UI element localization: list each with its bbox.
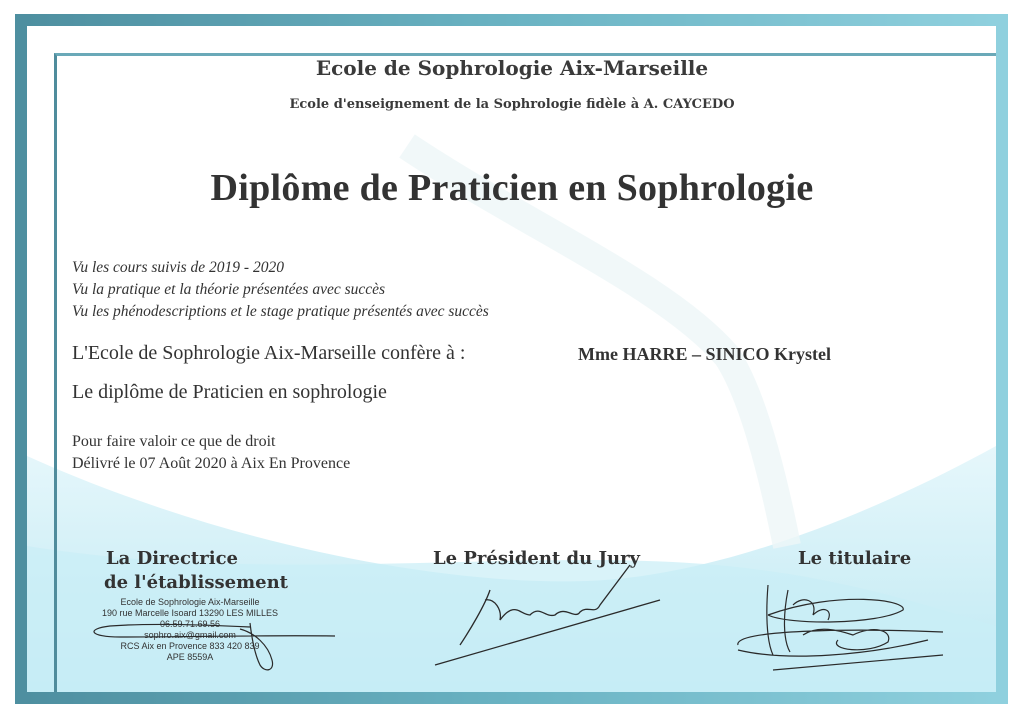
consideration-practice: Vu la pratique et la théorie présentées avec succès [72,281,386,298]
holder-signature-label: Le titulaire [798,548,912,569]
stamp-ape: APE 8559A [166,652,214,662]
consideration-internship: Vu les phénodescriptions et le stage pratique présentés avec succès [72,303,489,320]
stamp-rcs: RCS Aix en Provence 833 420 839 [120,641,260,651]
jury-president-signature [430,560,680,670]
purpose-text: Pour faire valoir ce que de droit [72,433,276,450]
director-label-line2: de l'établissement [104,572,288,593]
school-name: Ecole de Sophrologie Aix-Marseille [315,56,709,80]
consideration-courses: Vu les cours suivis de 2019 - 2020 [72,259,284,276]
holder-name: Mme HARRE – SINICO Krystel [578,344,831,364]
stamp-email: sophro.aix@gmail.com [144,630,236,640]
stamp-phone: 06.59.71.69.56 [159,619,221,629]
diploma-name: Le diplôme de Praticien en sophrologie [72,381,387,403]
diploma-title: Diplôme de Praticien en Sophrologie [210,167,814,209]
jury-president-label: Le Président du Jury [433,548,641,569]
stamp-school: Ecole de Sophrologie Aix-Marseille [120,597,260,607]
school-subtitle: Ecole d'enseignement de la Sophrologie fidèle à A. CAYCEDO [289,97,735,112]
director-label-line1: La Directrice [106,548,238,569]
conferral-statement: L'Ecole de Sophrologie Aix-Marseille confère à : [72,342,466,364]
holder-signature [728,570,958,680]
issue-date-place: Délivré le 07 Août 2020 à Aix En Provence [72,455,351,472]
stamp-address: 190 rue Marcelle Isoard 13290 LES MILLES [101,608,279,618]
director-signature [80,615,340,685]
